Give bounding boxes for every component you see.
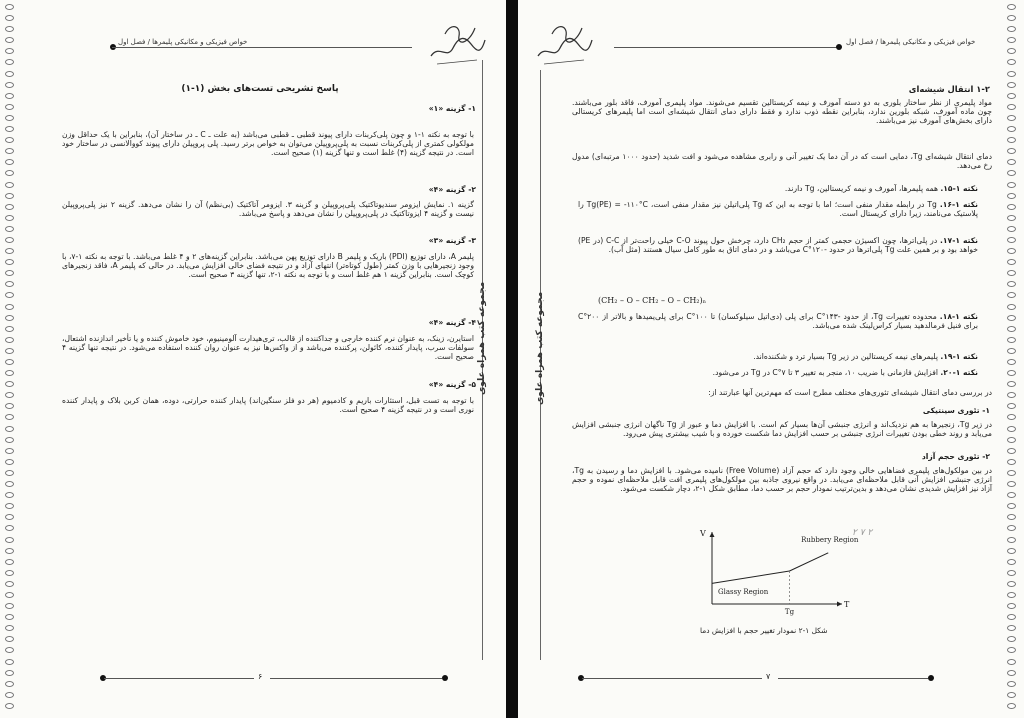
binder-ring xyxy=(5,359,14,365)
binder-ring xyxy=(1007,59,1016,65)
binder-ring xyxy=(5,581,14,587)
chart-series-line-2 xyxy=(790,553,829,571)
figure-caption: شکل ۱-۲ نمودار تغییر حجم با افزایش دما xyxy=(700,626,828,635)
binder-ring xyxy=(1007,548,1016,554)
binder-ring xyxy=(1007,647,1016,653)
binder-ring xyxy=(5,4,14,10)
binder-ring xyxy=(1007,115,1016,121)
binder-ring xyxy=(1007,193,1016,199)
binder-ring xyxy=(5,337,14,343)
page-number-right: ۷ xyxy=(766,672,771,681)
binder-ring xyxy=(1007,237,1016,243)
binder-ring xyxy=(1007,470,1016,476)
chart-series-line-1 xyxy=(712,571,790,583)
binder-ring xyxy=(1007,703,1016,709)
section-heading: ۱-۲ انتقال شیشه‌ای xyxy=(908,84,990,94)
binder-ring xyxy=(1007,670,1016,676)
binder-ring xyxy=(1007,659,1016,665)
binder-ring xyxy=(1007,315,1016,321)
binder-ring xyxy=(5,204,14,210)
binder-ring xyxy=(1007,337,1016,343)
running-head-left: خواص فیزیکی و مکانیکی پلیمرها / فصل اول xyxy=(118,38,248,46)
binder-ring xyxy=(1007,37,1016,43)
answer-4-heading: ۴- گزینه «۴» xyxy=(428,318,476,327)
binder-ring xyxy=(5,137,14,143)
head-dot-right xyxy=(836,44,842,50)
binder-ring xyxy=(5,48,14,54)
binder-ring xyxy=(1007,514,1016,520)
x-axis-label: T xyxy=(844,600,850,609)
binder-ring xyxy=(5,603,14,609)
note-17-label: نکته ۱-۱۷. xyxy=(940,236,978,245)
answer-3-text: پلیمر A، دارای توزیع (PDI) باریک و پلیمر B دارای توزیع پهن می‌باشد. بنابراین گزینه‌های ۲ و ۴ غلط می‌باشد. با توجه به نکته ۱-۷، با وجود زنجیرهایی با وزن کمتر (طول کوتاه‌تر) انتهای آزاد و در نتیجه فضای خالی افزایش می‌یابد. در حالی که پلیمر A، فاقد زنجیرهای کوچک است. بنابراین گزینه ۱ هم غلط است و با توجه به نکته ۱-۲، تنها گزینه ۳ صحیح است. xyxy=(62,252,474,280)
section-intro: مواد پلیمری از نظر ساختار بلوری به دو دسته آمورف و نیمه کریستالین تقسیم می‌شوند. مواد پلیمری آمورف، فاقد بلور می‌باشند. چون ماده آمورف، شبکه بلورین ندارد، بنابراین نقطه ذوب ندارد و فقط دارای دمای انتقال شیشه‌ای است اما پلیمرهای کریستالی دارای بخش‌های آمورف نیز می‌باشند. xyxy=(572,98,992,126)
foot-dot-right-end xyxy=(928,675,934,681)
note-15-text: همه پلیمرها، آمورف و نیمه کریستالین، Tg دارند. xyxy=(784,184,938,193)
answer-5-text: با توجه به تست قبل، استئارات باریم و کادمیوم (هر دو فلز سنگین‌اند) پایدار کننده حرارتی، دوده، همان کربن بلاک و پایدار کننده نوری است و در نتیجه گزینه ۴ صحیح است. xyxy=(62,396,474,415)
y-axis-arrow xyxy=(710,532,715,537)
note-20-label: نکته ۱-۲۰. xyxy=(940,368,978,377)
binder-ring xyxy=(1007,182,1016,188)
binder-ring xyxy=(1007,603,1016,609)
volume-temperature-chart xyxy=(690,528,859,620)
binder-ring xyxy=(5,148,14,154)
page-number-left: ۶ xyxy=(258,672,263,681)
foot-rule-right-b xyxy=(778,678,928,679)
binder-ring xyxy=(1007,581,1016,587)
binder-ring xyxy=(1007,281,1016,287)
answer-3-heading: ۳- گزینه «۳» xyxy=(428,236,476,245)
binder-ring xyxy=(5,470,14,476)
binder-ring xyxy=(1007,481,1016,487)
answer-2-heading: ۲- گزینه «۴» xyxy=(428,185,476,194)
binder-ring xyxy=(5,15,14,21)
side-series-label-right: مجموعه کتب همراه علوی xyxy=(535,291,545,405)
note-17 xyxy=(578,236,978,282)
binder-ring xyxy=(5,548,14,554)
head-rule-right xyxy=(614,47,838,48)
binder-ring xyxy=(1007,448,1016,454)
binder-ring xyxy=(5,370,14,376)
binder-ring xyxy=(5,448,14,454)
glassy-region-label: Glassy Region xyxy=(718,588,769,596)
binder-ring xyxy=(5,703,14,709)
binder-ring xyxy=(1007,359,1016,365)
binder-ring xyxy=(1007,104,1016,110)
note-15-label: نکته ۱-۱۵. xyxy=(940,184,978,193)
binder-ring xyxy=(5,681,14,687)
binder-ring xyxy=(5,270,14,276)
binder-ring xyxy=(5,492,14,498)
foot-dot-left-end xyxy=(442,675,448,681)
answer-1-text: با توجه به نکته ۱-۱ و چون پلی‌کربنات دارای پیوند قطبی ـ قطبی می‌باشد (به علت ـ C ـ در ساختار آن)، بنابراین با یک حداقل وزن مولکولی کمتری از پلی‌کربنات نسبت به پلی‌پروپیلن می‌توان به خواص برتر رسید. پلی پروپیلن دارای پیوند کووالانسی در ساختار خود است. در نتیجه گزینه (۴) غلط است و تنها گزینه (۱) صحیح است. xyxy=(62,130,474,158)
binder-ring xyxy=(1007,381,1016,387)
binder-ring xyxy=(5,381,14,387)
note-18 xyxy=(578,312,978,346)
signature-stamp-right xyxy=(532,14,596,70)
binder-ring xyxy=(1007,204,1016,210)
x-tick-label-tg: Tg xyxy=(784,608,795,616)
binder-ring xyxy=(5,170,14,176)
binder-ring xyxy=(5,570,14,576)
binder-ring xyxy=(5,193,14,199)
binder-ring xyxy=(1007,492,1016,498)
binder-ring xyxy=(1007,592,1016,598)
theory-kinetic-text: در زیر Tg، زنجیرها به هم نزدیک‌اند و انرژی جنبشی آن‌ها بسیار کم است. با افزایش دما و عبور از Tg ناگهان انرژی جنبشی افزایش می‌یابد و روند خطی بودن تغییرات انرژی جنبشی بر حسب افزایش دما شکست خورده و با شیب بیشتری پیش می‌رود. xyxy=(572,420,992,439)
left-page xyxy=(0,0,506,718)
binder-ring xyxy=(5,459,14,465)
binder-ring xyxy=(5,670,14,676)
binder-ring xyxy=(1007,370,1016,376)
answer-4-text: استایرن، زینک، به عنوان نرم کننده خارجی و جداکننده از قالب، تری‌هیدارت آلومینیوم، خود خاموش کننده و یا تأخیر اندازنده اشتعال، سولفات سرب، پایدار کننده، کائولن، پرکننده می‌باشد و از واکس‌ها نیز به عنوان روان کننده استفاده می‌شود. در نتیجه تنها گزینه ۴ صحیح است. xyxy=(62,334,474,362)
binder-ring xyxy=(1007,392,1016,398)
binder-ring xyxy=(5,625,14,631)
binder-ring xyxy=(5,126,14,132)
binder-ring xyxy=(1007,614,1016,620)
binder-ring xyxy=(5,71,14,77)
binder-ring xyxy=(1007,71,1016,77)
binder-ring xyxy=(5,514,14,520)
note-18-text: محدوده تغییرات Tg، از حدود -۱۴۳°C برای پلی (دی‌اتیل سیلوکسان) تا ۱۰۰°C برای پلی‌یمیدها و بالاتر از ۲۰۰°C برای فنیل فرمالدهید بسیار کراس‌لینک شده می‌باشد. xyxy=(578,312,978,331)
binder-ring xyxy=(5,348,14,354)
binder-ring xyxy=(1007,270,1016,276)
binder-ring xyxy=(1007,525,1016,531)
running-head-right: خواص فیزیکی و مکانیکی پلیمرها / فصل اول xyxy=(846,38,976,46)
binder-ring xyxy=(5,37,14,43)
binder-ring xyxy=(5,559,14,565)
binder-ring xyxy=(5,281,14,287)
binder-ring xyxy=(5,315,14,321)
binder-ring xyxy=(1007,215,1016,221)
binder-ring xyxy=(5,414,14,420)
binder-ring xyxy=(1007,26,1016,32)
binding-gutter xyxy=(506,0,518,718)
note-20-text: افزایش فازمانی با ضریب ۱۰، منجر به تغییر ۳ تا ۷°C در Tg در می‌شود. xyxy=(712,368,938,377)
binder-rings-right xyxy=(1006,4,1020,714)
binder-ring xyxy=(1007,304,1016,310)
binder-ring xyxy=(5,26,14,32)
volume-temperature-svg xyxy=(690,528,859,620)
binder-ring xyxy=(5,292,14,298)
binder-ring xyxy=(1007,692,1016,698)
signature-stamp-left xyxy=(425,14,489,70)
binder-ring xyxy=(5,259,14,265)
binder-ring xyxy=(5,104,14,110)
binder-ring xyxy=(1007,292,1016,298)
head-rule-left xyxy=(112,47,412,48)
binder-ring xyxy=(5,659,14,665)
binder-ring xyxy=(1007,148,1016,154)
binder-ring xyxy=(1007,681,1016,687)
binder-ring xyxy=(5,215,14,221)
polyether-formula: (CH₂ – O – CH₂ – O – CH₂)ₙ xyxy=(598,296,707,305)
binder-ring xyxy=(5,537,14,543)
binder-ring xyxy=(5,636,14,642)
binder-ring xyxy=(5,592,14,598)
binder-ring xyxy=(5,237,14,243)
binder-ring xyxy=(5,392,14,398)
binder-ring xyxy=(5,692,14,698)
note-16-text: Tg در رابطه مقدار منفی است؛ اما با توجه به این که Tg پلی‌اتیلن نیز مقدار منفی است، Tg(PE) = -۱۱۰°C را پلاستیک می‌نامند، زیرا دارای کریستال است. xyxy=(578,200,978,219)
binder-ring xyxy=(5,647,14,653)
side-series-label-left: مجموعه کتب همراه علوی xyxy=(477,281,487,395)
binder-ring xyxy=(5,115,14,121)
binder-ring xyxy=(5,503,14,509)
answers-title: پاسخ تشریحی تست‌های بخش (۱-۱) xyxy=(181,84,339,94)
binder-ring xyxy=(5,159,14,165)
theory-kinetic-title: ۱- تئوری سینتیکی xyxy=(922,406,990,415)
binder-ring xyxy=(1007,625,1016,631)
binder-ring xyxy=(1007,226,1016,232)
answer-1-heading: ۱- گزینه «۱» xyxy=(428,104,476,113)
note-16-label: نکته ۱-۱۶. xyxy=(939,200,978,209)
binder-ring xyxy=(5,614,14,620)
binder-ring xyxy=(5,93,14,99)
binder-ring xyxy=(5,437,14,443)
binder-ring xyxy=(1007,414,1016,420)
binder-ring xyxy=(1007,459,1016,465)
binder-ring xyxy=(1007,4,1016,10)
answer-5-heading: ۵- گزینه «۴» xyxy=(428,380,476,389)
binder-ring xyxy=(5,403,14,409)
binder-ring xyxy=(5,248,14,254)
binder-ring xyxy=(1007,537,1016,543)
binder-ring xyxy=(1007,636,1016,642)
binder-ring xyxy=(1007,437,1016,443)
binder-ring xyxy=(5,82,14,88)
binder-ring xyxy=(5,426,14,432)
binder-ring xyxy=(5,525,14,531)
note-18-label: نکته ۱-۱۸. xyxy=(939,312,978,321)
binder-ring xyxy=(1007,559,1016,565)
binder-ring xyxy=(1007,503,1016,509)
note-17-text: در پلی‌اترها، چون اکسیژن حجمی کمتر از حجم CH₂ دارد، چرخش حول پیوند C-O خیلی راحت‌تر از C-C (در PE) خواهد بود و بر همین علت Tg پلی‌اترها در حدود -۱۲۰°C می‌باشد و در دمای اتاق به طور کامل سیال هستند (مثل آب). xyxy=(578,236,978,255)
note-19-text: پلیمرهای نیمه کریستالین در زیر Tg بسیار ترد و شکننده‌اند. xyxy=(753,352,938,361)
binder-ring xyxy=(1007,93,1016,99)
note-15 xyxy=(578,184,978,193)
binder-ring xyxy=(5,481,14,487)
binder-ring xyxy=(1007,82,1016,88)
note-19 xyxy=(578,352,978,361)
foot-rule-left-b xyxy=(270,678,442,679)
binder-ring xyxy=(1007,159,1016,165)
tg-definition: دمای انتقال شیشه‌ای Tg، دمایی است که در آن دما یک تغییر آنی و رابری مشاهده می‌شود و افت شدید (حدود ۱۰۰۰ مرتبه‌ای) مدول رخ می‌دهد. xyxy=(572,152,992,171)
theory-free-volume-title: ۲- تئوری حجم آزاد xyxy=(921,452,990,461)
binder-ring xyxy=(1007,426,1016,432)
binder-ring xyxy=(1007,403,1016,409)
binder-ring xyxy=(1007,170,1016,176)
binder-ring xyxy=(1007,137,1016,143)
pencil-marks: ۲ ۷ ۲ xyxy=(852,528,873,538)
foot-rule-right-a xyxy=(582,678,762,679)
binder-ring xyxy=(1007,259,1016,265)
note-19-label: نکته ۱-۱۹. xyxy=(940,352,978,361)
binder-ring xyxy=(1007,326,1016,332)
x-axis-arrow xyxy=(837,602,842,607)
rubbery-region-label: Rubbery Region xyxy=(801,536,859,545)
binder-ring xyxy=(5,226,14,232)
binder-ring xyxy=(1007,570,1016,576)
note-20 xyxy=(578,368,978,377)
binder-ring xyxy=(1007,348,1016,354)
binder-ring xyxy=(5,59,14,65)
binder-rings-left xyxy=(4,4,18,714)
answer-2-text: گزینه ۱. نمایش ایزومر سندیوتاکتیک پلی‌پروپیلن و گزینه ۳. ایزومر آتاکتیک (بی‌نظم) آن را نشان می‌دهد. گزینه ۲ نیز پلی‌پروپیلن نیست و گزینه ۴ ایزوتاکتیک در پلی‌پروپیلن را نشان می‌دهد و پاسخ می‌باشد. xyxy=(62,200,475,219)
binder-ring xyxy=(1007,248,1016,254)
theories-intro: در بررسی دمای انتقال شیشه‌ای تئوری‌های مختلف مطرح است که مهم‌ترین آنها عبارتند از: xyxy=(708,388,992,397)
binder-ring xyxy=(5,182,14,188)
binder-ring xyxy=(1007,48,1016,54)
foot-rule-left-a xyxy=(104,678,254,679)
binder-ring xyxy=(5,326,14,332)
theory-free-volume-text: در بین مولکول‌های پلیمری فضاهایی خالی وجود دارد که حجم آزاد (Free Volume) نامیده می‌شود. با افزایش دما و رسیدن به Tg، انرژی جنبشی افزایش آنی قابل ملاحظه‌ای می‌یابد. در واقع نیروی جاذبه بین مولکول‌های پلیمری افت قابل ملاحظه‌ای نموده و حجم آزاد نیز افزایش شدیدی نشان می‌دهد و بدین‌ترتیب نمودار حجم بر حسب دما، مطابق شکل ۱-۲، دچار شکست می‌شود. xyxy=(572,466,992,494)
y-axis-label: V xyxy=(700,529,706,538)
note-16 xyxy=(578,200,978,230)
binder-ring xyxy=(5,304,14,310)
binder-ring xyxy=(1007,15,1016,21)
binder-ring xyxy=(1007,126,1016,132)
